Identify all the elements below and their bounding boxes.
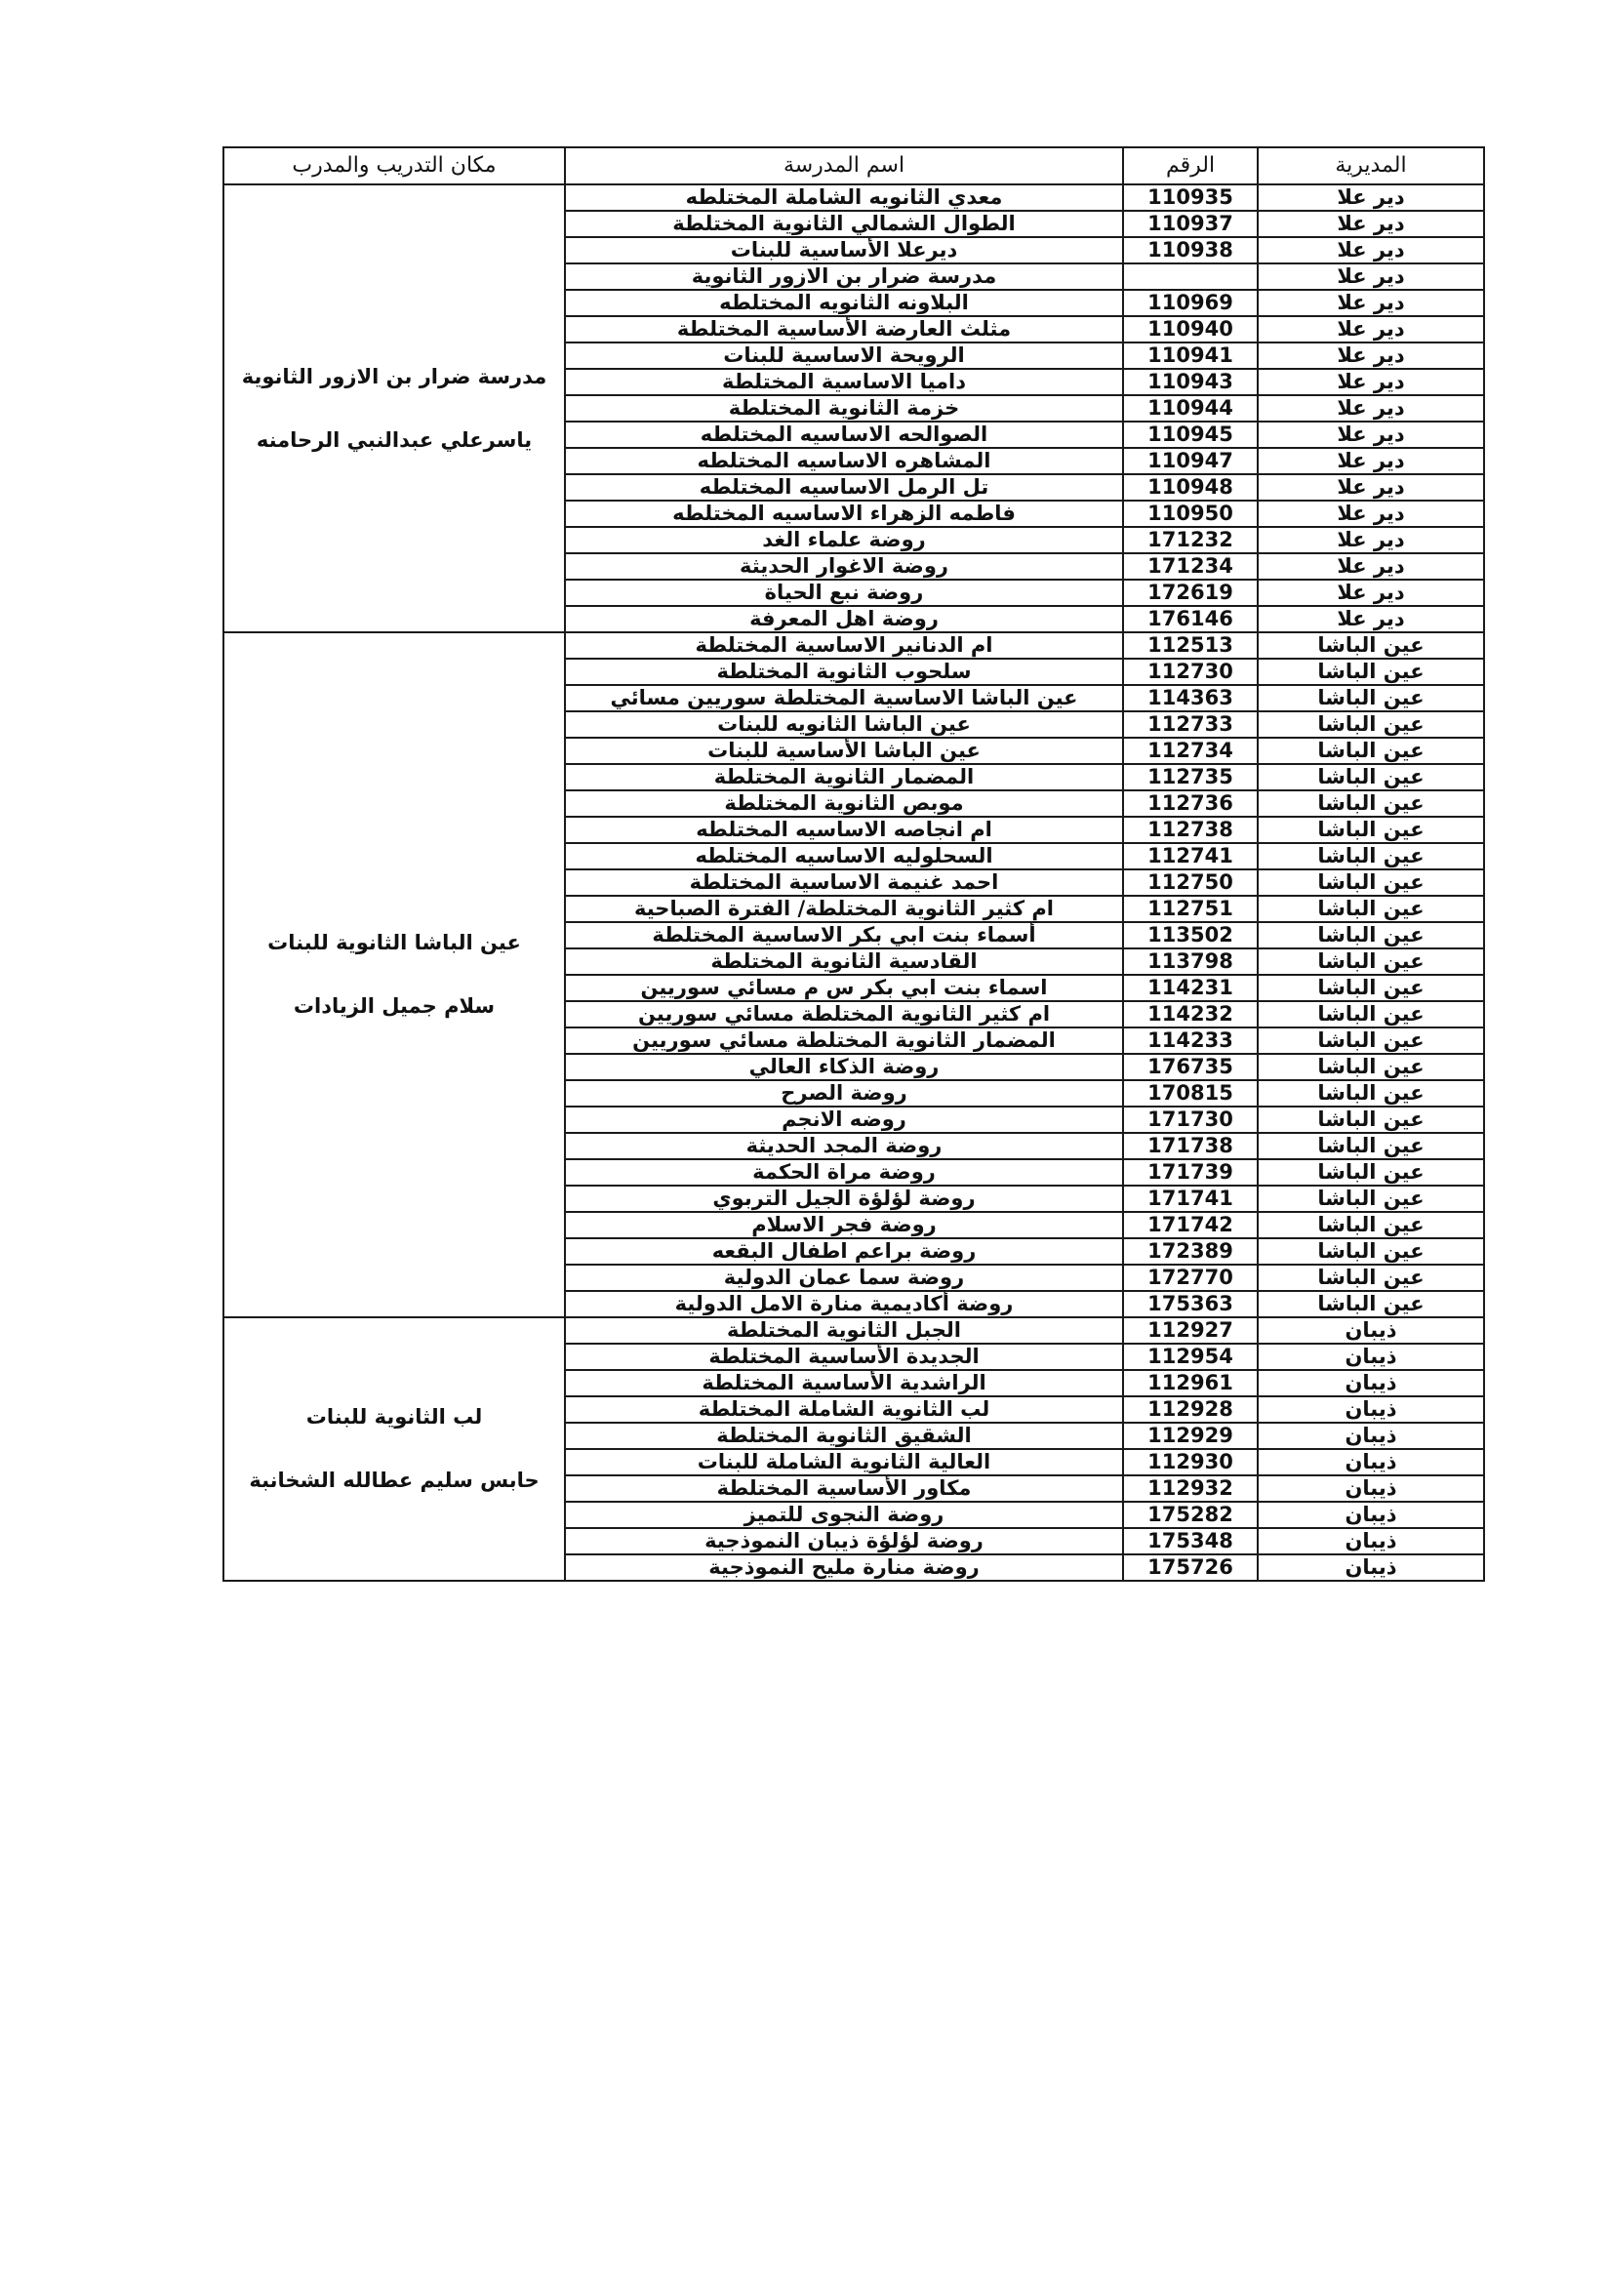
directorate-cell: ذيبان: [1258, 1396, 1484, 1423]
school-number-cell: 112736: [1123, 790, 1258, 817]
directorate-cell: عين الباشا: [1258, 843, 1484, 869]
directorate-cell: دير علا: [1258, 290, 1484, 316]
school-name-cell: الرويحة الاساسية للبنات: [565, 342, 1123, 369]
school-number-cell: 171730: [1123, 1107, 1258, 1133]
directorate-cell: عين الباشا: [1258, 896, 1484, 922]
directorate-cell: عين الباشا: [1258, 1291, 1484, 1317]
school-name-cell: روضة سما عمان الدولية: [565, 1265, 1123, 1291]
training-place: مدرسة ضرار بن الازور الثانوية: [241, 364, 547, 388]
school-name-cell: روضة لؤلؤة ذيبان النموذجية: [565, 1528, 1123, 1554]
school-number-cell: 114363: [1123, 685, 1258, 711]
school-name-cell: القادسية الثانوية المختلطة: [565, 948, 1123, 975]
school-name-cell: روضة الذكاء العالي: [565, 1054, 1123, 1080]
school-name-cell: الجبل الثانوية المختلطة: [565, 1317, 1123, 1344]
school-name-cell: روضة اهل المعرفة: [565, 606, 1123, 632]
spacer: [228, 389, 560, 428]
school-number-cell: 112750: [1123, 869, 1258, 896]
school-number-cell: 170815: [1123, 1080, 1258, 1107]
directorate-cell: ذيبان: [1258, 1449, 1484, 1475]
directorate-cell: ذيبان: [1258, 1344, 1484, 1370]
school-number-cell: 112733: [1123, 711, 1258, 738]
school-name-cell: روضة علماء الغد: [565, 527, 1123, 553]
directorate-cell: ذيبان: [1258, 1317, 1484, 1344]
header-place: مكان التدريب والمدرب: [223, 147, 565, 184]
directorate-cell: دير علا: [1258, 606, 1484, 632]
training-place-cell: [223, 1317, 565, 1581]
school-name-cell: روضة لؤلؤة الجيل التربوي: [565, 1186, 1123, 1212]
school-number-cell: 172619: [1123, 580, 1258, 606]
school-number-cell: 110947: [1123, 448, 1258, 474]
school-number-cell: 172389: [1123, 1238, 1258, 1265]
directorate-cell: دير علا: [1258, 342, 1484, 369]
school-name-cell: روضة الاغوار الحديثة: [565, 553, 1123, 580]
school-name-cell: روضة مراة الحكمة: [565, 1159, 1123, 1186]
directorate-cell: دير علا: [1258, 553, 1484, 580]
school-name-cell: مدرسة ضرار بن الازور الثانوية: [565, 263, 1123, 290]
directorate-cell: دير علا: [1258, 237, 1484, 263]
school-number-cell: 176146: [1123, 606, 1258, 632]
directorate-cell: دير علا: [1258, 474, 1484, 501]
directorate-cell: ذيبان: [1258, 1554, 1484, 1581]
table-body: [223, 184, 1484, 1581]
school-number-cell: 112734: [1123, 738, 1258, 764]
school-number-cell: 114231: [1123, 975, 1258, 1001]
directorate-cell: عين الباشا: [1258, 632, 1484, 659]
school-name-cell: ام انجاصه الاساسيه المختلطه: [565, 817, 1123, 843]
school-name-cell: ام كثير الثانوية المختلطة/ الفترة الصباحية: [565, 896, 1123, 922]
spacer: [228, 1430, 560, 1469]
trainer-name: سلام جميل الزيادات: [293, 994, 496, 1018]
school-name-cell: روضة المجد الحديثة: [565, 1133, 1123, 1159]
directorate-cell: عين الباشا: [1258, 1080, 1484, 1107]
directorate-cell: ذيبان: [1258, 1528, 1484, 1554]
school-name-cell: السحلوليه الاساسيه المختلطه: [565, 843, 1123, 869]
school-name-cell: المضمار الثانوية المختلطة مسائي سوريين: [565, 1027, 1123, 1054]
school-name-cell: الشقيق الثانوية المختلطة: [565, 1423, 1123, 1449]
school-number-cell: 171234: [1123, 553, 1258, 580]
directorate-cell: عين الباشا: [1258, 1186, 1484, 1212]
school-number-cell: 112751: [1123, 896, 1258, 922]
school-name-cell: داميا الاساسية المختلطة: [565, 369, 1123, 395]
directorate-cell: دير علا: [1258, 395, 1484, 422]
school-number-cell: 175726: [1123, 1554, 1258, 1581]
school-number-cell: 110940: [1123, 316, 1258, 342]
school-number-cell: 110945: [1123, 422, 1258, 448]
training-place-cell: [223, 184, 565, 632]
school-name-cell: اسماء بنت ابي بكر س م مسائي سوريين: [565, 975, 1123, 1001]
school-number-cell: 171738: [1123, 1133, 1258, 1159]
school-name-cell: لب الثانوية الشاملة المختلطة: [565, 1396, 1123, 1423]
school-number-cell: 110950: [1123, 501, 1258, 527]
header-directorate: المديرية: [1258, 147, 1484, 184]
school-number-cell: 110938: [1123, 237, 1258, 263]
school-number-cell: 110969: [1123, 290, 1258, 316]
directorate-cell: عين الباشا: [1258, 659, 1484, 685]
trainer-name: ياسرعلي عبدالنبي الرحامنه: [256, 427, 533, 452]
school-number-cell: 112930: [1123, 1449, 1258, 1475]
trainer-name: حابس سليم عطالله الشخانبة: [249, 1469, 540, 1492]
spacer: [228, 955, 560, 994]
school-number-cell: 112954: [1123, 1344, 1258, 1370]
directorate-cell: عين الباشا: [1258, 1212, 1484, 1238]
school-name-cell: عين الباشا الاساسية المختلطة سوريين مسائي: [565, 685, 1123, 711]
school-name-cell: ام الدنانير الاساسية المختلطة: [565, 632, 1123, 659]
school-name-cell: تل الرمل الاساسيه المختلطه: [565, 474, 1123, 501]
header-number: الرقم: [1123, 147, 1258, 184]
school-number-cell: 112741: [1123, 843, 1258, 869]
school-name-cell: خزمة الثانوية المختلطة: [565, 395, 1123, 422]
directorate-cell: ذيبان: [1258, 1370, 1484, 1396]
school-number-cell: 110937: [1123, 211, 1258, 237]
directorate-cell: عين الباشا: [1258, 1159, 1484, 1186]
school-number-cell: 112927: [1123, 1317, 1258, 1344]
header-school: اسم المدرسة: [565, 147, 1123, 184]
school-number-cell: 112738: [1123, 817, 1258, 843]
school-number-cell: 172770: [1123, 1265, 1258, 1291]
training-place: لب الثانوية للبنات: [305, 1405, 483, 1429]
directorate-cell: ذيبان: [1258, 1502, 1484, 1528]
school-number-cell: 171742: [1123, 1212, 1258, 1238]
directorate-cell: عين الباشا: [1258, 1265, 1484, 1291]
directorate-cell: دير علا: [1258, 527, 1484, 553]
directorate-cell: عين الباشا: [1258, 711, 1484, 738]
school-name-cell: مكاور الأساسية المختلطة: [565, 1475, 1123, 1502]
school-number-cell: 113502: [1123, 922, 1258, 948]
school-name-cell: روضة فجر الاسلام: [565, 1212, 1123, 1238]
school-number-cell: 113798: [1123, 948, 1258, 975]
school-number-cell: 110943: [1123, 369, 1258, 395]
school-number-cell: 110935: [1123, 184, 1258, 211]
school-name-cell: البلاونه الثانويه المختلطه: [565, 290, 1123, 316]
school-number-cell: 110948: [1123, 474, 1258, 501]
school-name-cell: ام كثير الثانوية المختلطة مسائي سوريين: [565, 1001, 1123, 1027]
directorate-cell: عين الباشا: [1258, 1238, 1484, 1265]
table-row: [223, 632, 1484, 659]
school-number-cell: 112961: [1123, 1370, 1258, 1396]
school-name-cell: ديرعلا الأساسية للبنات: [565, 237, 1123, 263]
directorate-cell: عين الباشا: [1258, 790, 1484, 817]
directorate-cell: دير علا: [1258, 422, 1484, 448]
school-name-cell: الطوال الشمالي الثانوية المختلطة: [565, 211, 1123, 237]
directorate-cell: دير علا: [1258, 211, 1484, 237]
directorate-cell: دير علا: [1258, 369, 1484, 395]
school-name-cell: روضة النجوى للتميز: [565, 1502, 1123, 1528]
school-number-cell: 171739: [1123, 1159, 1258, 1186]
directorate-cell: عين الباشا: [1258, 1133, 1484, 1159]
header-row: [223, 147, 1484, 184]
directorate-cell: دير علا: [1258, 316, 1484, 342]
directorate-cell: عين الباشا: [1258, 1054, 1484, 1080]
directorate-cell: عين الباشا: [1258, 738, 1484, 764]
directorate-cell: ذيبان: [1258, 1423, 1484, 1449]
school-name-cell: أسماء بنت ابي بكر الاساسية المختلطة: [565, 922, 1123, 948]
directorate-cell: عين الباشا: [1258, 764, 1484, 790]
directorate-cell: عين الباشا: [1258, 1001, 1484, 1027]
school-name-cell: الصوالحه الاساسيه المختلطه: [565, 422, 1123, 448]
school-number-cell: 112513: [1123, 632, 1258, 659]
school-name-cell: مثلث العارضة الأساسية المختلطة: [565, 316, 1123, 342]
school-number-cell: 175282: [1123, 1502, 1258, 1528]
school-name-cell: المضمار الثانوية المختلطة: [565, 764, 1123, 790]
directorate-cell: عين الباشا: [1258, 817, 1484, 843]
school-name-cell: عين الباشا الثانويه للبنات: [565, 711, 1123, 738]
directorate-cell: ذيبان: [1258, 1475, 1484, 1502]
school-number-cell: 112929: [1123, 1423, 1258, 1449]
school-name-cell: روضة الصرح: [565, 1080, 1123, 1107]
school-name-cell: عين الباشا الأساسية للبنات: [565, 738, 1123, 764]
table-row: [223, 1317, 1484, 1344]
directorate-cell: دير علا: [1258, 501, 1484, 527]
school-name-cell: الجديدة الأساسية المختلطة: [565, 1344, 1123, 1370]
school-name-cell: الراشدية الأساسية المختلطة: [565, 1370, 1123, 1396]
directorate-cell: دير علا: [1258, 448, 1484, 474]
school-number-cell: 112928: [1123, 1396, 1258, 1423]
school-number-cell: 175363: [1123, 1291, 1258, 1317]
school-name-cell: سلحوب الثانوية المختلطة: [565, 659, 1123, 685]
school-number-cell: 114232: [1123, 1001, 1258, 1027]
school-number-cell: 112735: [1123, 764, 1258, 790]
directorate-cell: عين الباشا: [1258, 1107, 1484, 1133]
school-number-cell: 175348: [1123, 1528, 1258, 1554]
directorate-cell: دير علا: [1258, 184, 1484, 211]
school-number-cell: 171741: [1123, 1186, 1258, 1212]
directorate-cell: عين الباشا: [1258, 922, 1484, 948]
school-number-cell: 112730: [1123, 659, 1258, 685]
school-name-cell: فاطمه الزهراء الاساسيه المختلطه: [565, 501, 1123, 527]
table-row: [223, 184, 1484, 211]
school-name-cell: روضة نبع الحياة: [565, 580, 1123, 606]
school-name-cell: معدي الثانويه الشاملة المختلطه: [565, 184, 1123, 211]
school-number-cell: 110944: [1123, 395, 1258, 422]
school-number-cell: 114233: [1123, 1027, 1258, 1054]
school-name-cell: العالية الثانوية الشاملة للبنات: [565, 1449, 1123, 1475]
school-name-cell: موبص الثانوية المختلطة: [565, 790, 1123, 817]
directorate-cell: دير علا: [1258, 263, 1484, 290]
school-name-cell: روضة أكاديمية منارة الامل الدولية: [565, 1291, 1123, 1317]
school-number-cell: 171232: [1123, 527, 1258, 553]
school-name-cell: المشاهره الاساسيه المختلطه: [565, 448, 1123, 474]
directorate-cell: عين الباشا: [1258, 1027, 1484, 1054]
school-number-cell: 112932: [1123, 1475, 1258, 1502]
directorate-cell: عين الباشا: [1258, 948, 1484, 975]
directorate-cell: عين الباشا: [1258, 869, 1484, 896]
school-name-cell: روضة منارة مليح النموذجية: [565, 1554, 1123, 1581]
directorate-cell: عين الباشا: [1258, 685, 1484, 711]
training-place-cell: [223, 632, 565, 1317]
directorate-cell: عين الباشا: [1258, 975, 1484, 1001]
school-name-cell: روضة براعم اطفال البقعه: [565, 1238, 1123, 1265]
school-number-cell: 176735: [1123, 1054, 1258, 1080]
school-name-cell: روضه الانجم: [565, 1107, 1123, 1133]
school-number-cell: [1123, 263, 1258, 290]
directorate-cell: دير علا: [1258, 580, 1484, 606]
training-place: عين الباشا الثانوية للبنات: [267, 931, 521, 954]
schools-table: [222, 146, 1485, 1582]
school-name-cell: احمد غنيمة الاساسية المختلطة: [565, 869, 1123, 896]
school-number-cell: 110941: [1123, 342, 1258, 369]
